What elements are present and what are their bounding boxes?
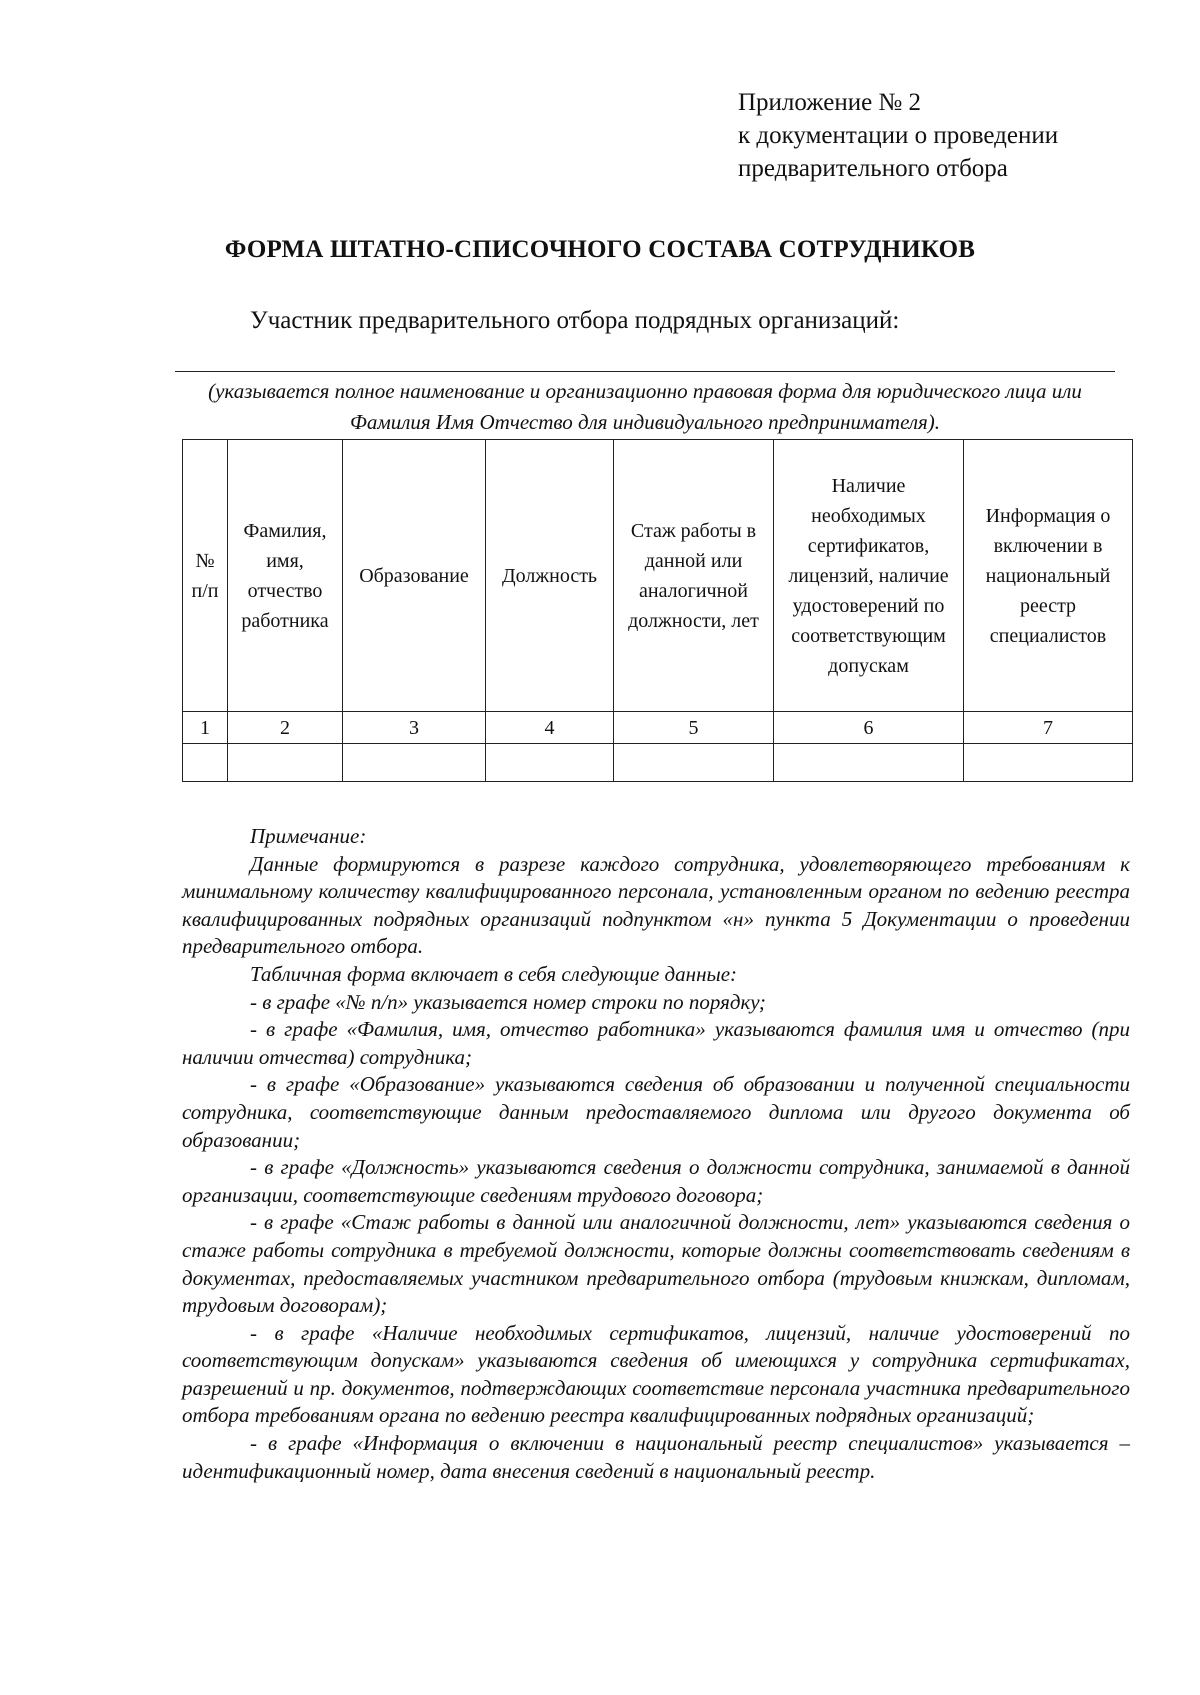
notes-paragraph: - в графе «Стаж работы в данной или аналогичной должности, лет» указываются сведения о стаже работы сотрудника в требуемой должности, которые должны соответствовать сведениям в документах, предоставляемых участником предварительного отбора (трудовым книжкам, дипломам, трудовым договорам); — [182, 1210, 1130, 1318]
table-column-numbers-row — [183, 712, 1133, 744]
empty-cell — [614, 744, 774, 782]
notes-paragraph: Данные формируются в разрезе каждого сотрудника, удовлетворяющего требованиям к минимальному количеству квалифицированного персонала, установленным органом по ведению реестра квалифицированных подрядных организаций подпунктом «н» пункта 5 Документации о проведении предварительного отбора. — [182, 851, 1130, 959]
appendix-block — [738, 86, 1058, 185]
notes-paragraph: - в графе «№ п/п» указывается номер строки по порядку; — [250, 989, 766, 1014]
notes-paragraph: - в графе «Наличие необходимых сертификатов, лицензий, наличие удостоверений по соответствующим допускам» указываются сведения об имеющихся у сотрудника сертификатах, разрешений и пр. документов, подтверждающих соответствие персонала участника предварительного отбора требованиям органа по ведению реестра квалифицированных подрядных организаций; — [182, 1320, 1130, 1428]
empty-cell — [774, 744, 964, 782]
column-number: 7 — [964, 712, 1133, 744]
participant-label: Участник предварительного отбора подрядных организаций: — [250, 307, 900, 334]
header-cell-certificates: Наличие необходимых сертификатов, лицензий, наличие удостоверений по соответствующим допускам — [774, 440, 964, 712]
notes-paragraph: - в графе «Информация о включении в национальный реестр специалистов» указывается – идентификационный номер, дата внесения сведений в национальный реестр. — [182, 1431, 1130, 1483]
table-header-row — [183, 440, 1133, 712]
header-cell-position: Должность — [486, 440, 614, 712]
document-title: ФОРМА ШТАТНО-СПИСОЧНОГО СОСТАВА СОТРУДНИКОВ — [224, 236, 976, 263]
header-cell-fullname: Фамилия, имя, отчество работника — [228, 440, 343, 712]
empty-cell — [183, 744, 228, 782]
appendix-line-2: к документации о проведении — [738, 122, 1059, 149]
notes-section — [182, 823, 1130, 1485]
header-cell-number: № п/п — [183, 440, 228, 712]
header-cell-experience: Стаж работы в данной или аналогичной должности, лет — [614, 440, 774, 712]
table-empty-row — [183, 744, 1133, 782]
column-number: 3 — [343, 712, 486, 744]
notes-paragraph: - в графе «Образование» указываются сведения об образовании и полученной специальности сотрудника, соответствующие данным предоставляемого диплома или другого документа об образовании; — [182, 1072, 1130, 1152]
appendix-line-3: предварительного отбора — [738, 155, 1008, 182]
column-number: 2 — [228, 712, 343, 744]
header-cell-education: Образование — [343, 440, 486, 712]
notes-heading: Примечание: — [250, 824, 367, 848]
column-number: 6 — [774, 712, 964, 744]
empty-cell — [228, 744, 343, 782]
empty-cell — [343, 744, 486, 782]
empty-cell — [486, 744, 614, 782]
notes-paragraph: - в графе «Фамилия, имя, отчество работника» указываются фамилия имя и отчество (при наличии отчества) сотрудника; — [182, 1017, 1130, 1069]
header-cell-registry: Информация о включении в национальный реестр специалистов — [964, 440, 1133, 712]
column-number: 4 — [486, 712, 614, 744]
column-number: 5 — [614, 712, 774, 744]
notes-paragraph: - в графе «Должность» указываются сведения о должности сотрудника, занимаемой в данной организации, соответствующие сведениям трудового договора; — [182, 1155, 1130, 1207]
column-number: 1 — [183, 712, 228, 744]
empty-cell — [964, 744, 1133, 782]
participant-hint: (указывается полное наименование и организационно правовая форма для юридического лица или Фамилия Имя Отчество для индивидуального предпринимателя). — [208, 379, 1082, 434]
notes-paragraph: Табличная форма включает в себя следующие данные: — [250, 961, 738, 986]
participant-fill-line — [175, 371, 1115, 372]
staff-form-table — [182, 439, 1133, 782]
appendix-line-1: Приложение № 2 — [738, 89, 922, 116]
